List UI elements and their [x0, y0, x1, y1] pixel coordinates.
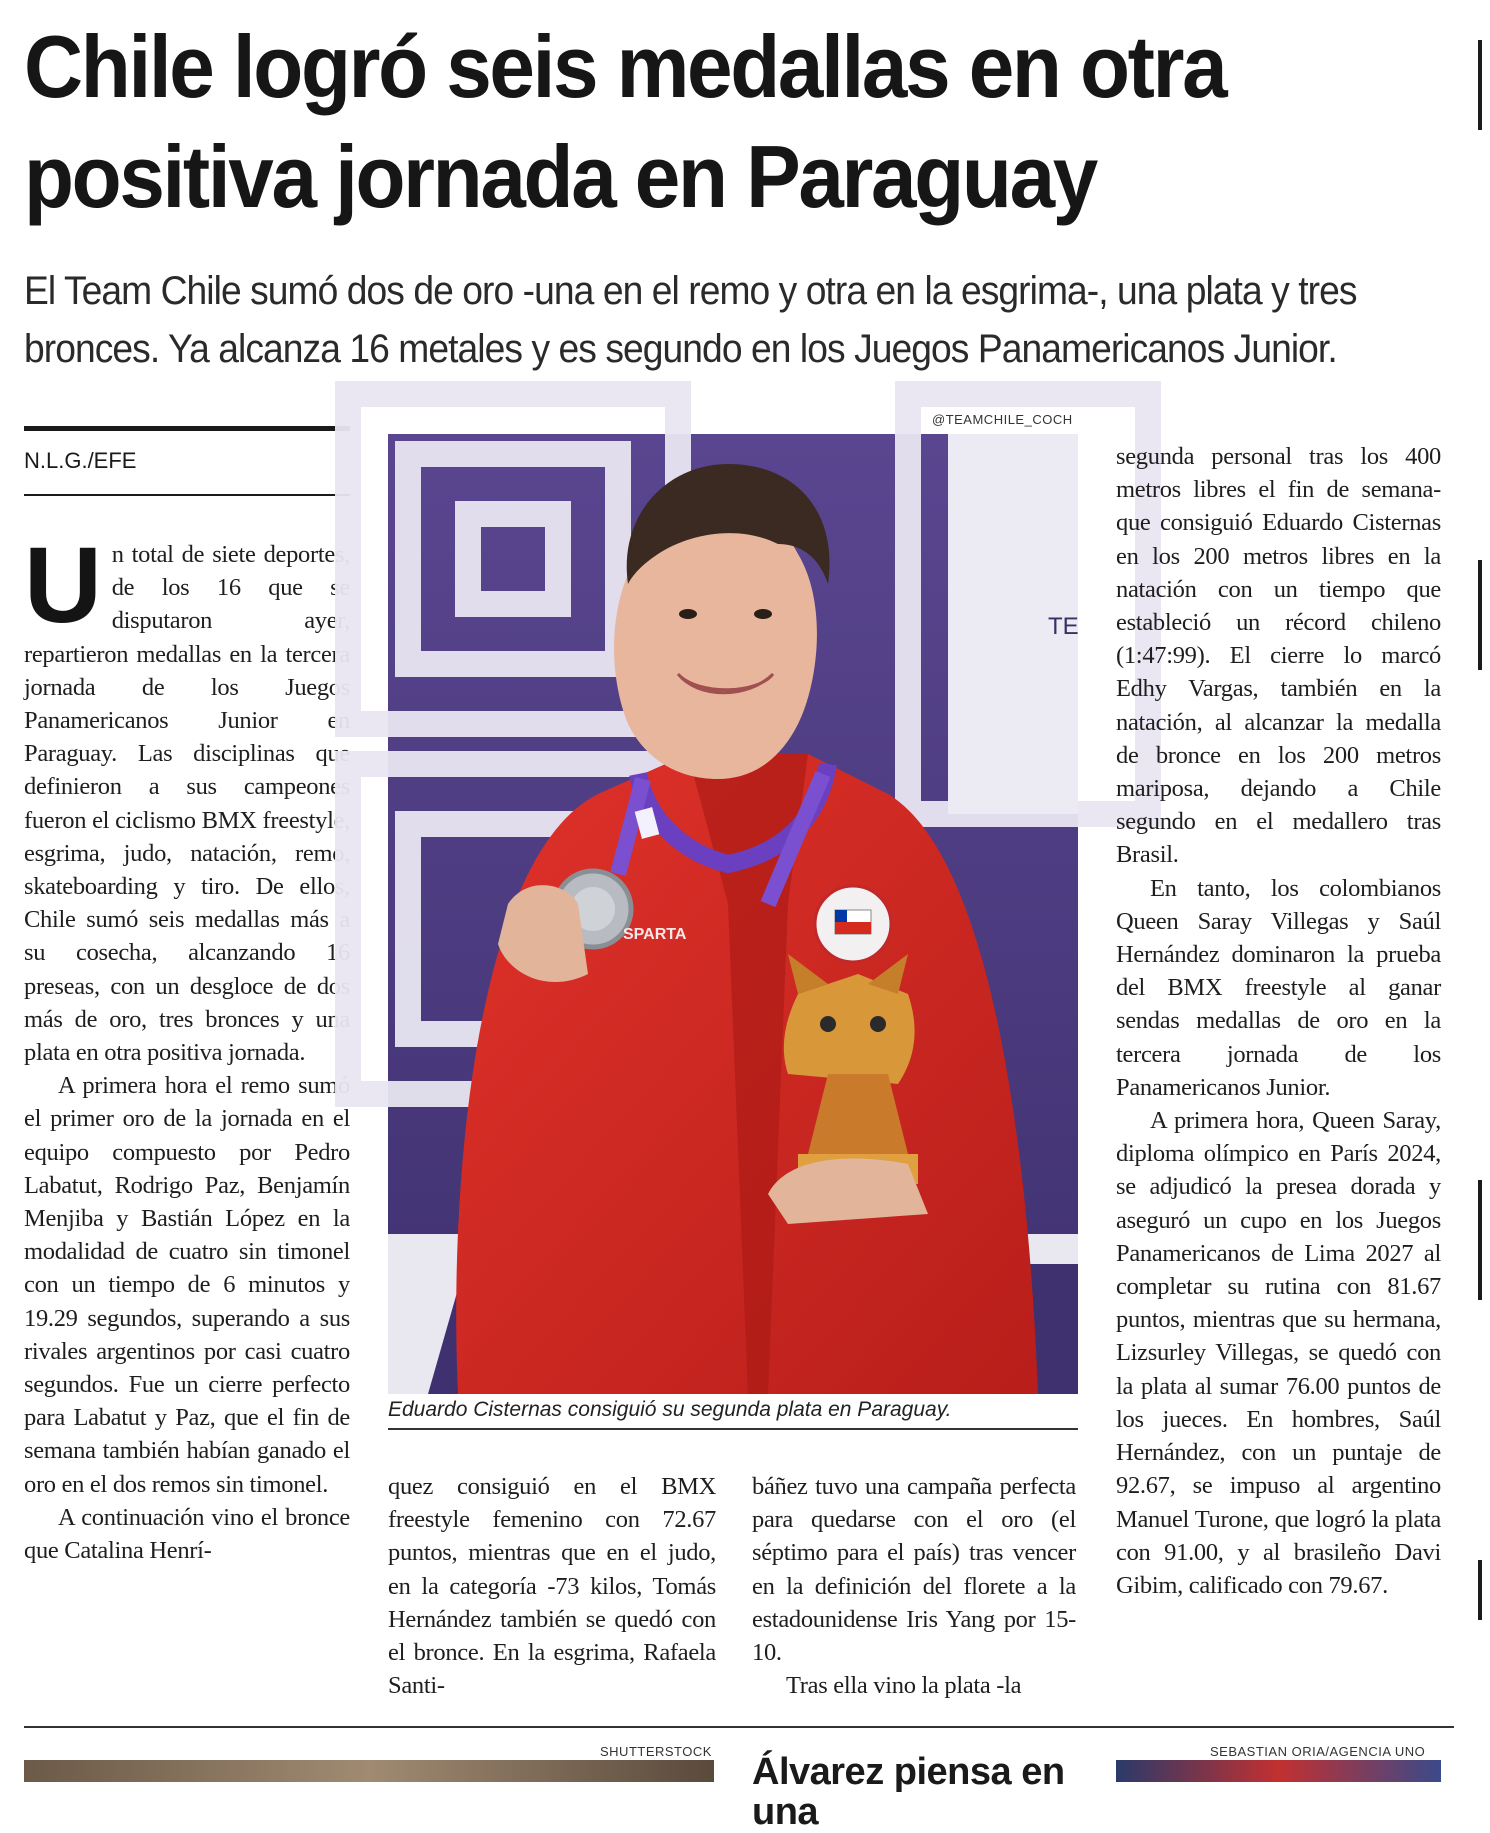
athlete-photo: [388, 434, 1078, 1394]
article-column-3: [752, 1470, 1076, 1702]
byline-rule-top: [24, 426, 350, 431]
bottom-rule: [24, 1726, 1454, 1728]
photo-caption: Eduardo Cisternas consiguió su segunda plata en Paraguay.: [388, 1398, 1078, 1430]
article-column-4: [1116, 440, 1441, 1602]
byline-rule-bottom: [24, 494, 350, 496]
jacket-text: SPARTA: [623, 926, 687, 943]
column-1-paragraph-3: A continuación vino el bronce que Catalina Henrí-: [24, 1503, 350, 1565]
drop-cap: U: [24, 524, 102, 645]
article-column-2: [388, 1470, 716, 1702]
next-article-headline: Álvarez piensa en una: [752, 1751, 1065, 1833]
column-4-paragraph-3: A primera hora, Queen Saray, diploma olímpico en París 2024, se adjudicó la presea dorada y aseguró un cupo en los Juegos Panamericanos de Lima 2027 al completar su rutina con 81.67 puntos, mientras que su hermana, Lizsurley Villegas, se quedó con la plata al sumar 76.00 puntos de los jueces. En hombres, Saúl Hernández, con un puntaje de 92.67, se impuso al argentino Manuel Turone, que logró la plata con 91.00, y al brasileño Davi Gibim, calificado con 79.67.: [1116, 1107, 1441, 1599]
column-1-paragraph-2: A primera hora el remo sumó el primer oro de la jornada en el equipo compuesto por Pedro Labatut, Rodrigo Paz, Benjamín Menjiba y Bastián López en la modalidad de cuatro sin timonel con un tiempo de 6 minutos y 19.29 segundos, superando a sus rivales argentinos por casi cuatro segundos. Fue un cierre perfecto para Labatut y Paz, que el fin de semana también habían ganado el oro en el dos remos sin timonel.: [24, 1072, 350, 1498]
column-1-paragraph-1: [24, 524, 350, 1069]
bottom-photo-credit-right: SEBASTIAN ORIA/AGENCIA UNO: [1210, 1744, 1426, 1759]
deck-subtitle: El Team Chile sumó dos de oro -una en el remo y otra en la esgrima-, una plata y tres bronces. Ya alcanza 16 metales y es segundo en los Juegos Panamericanos Junior.: [24, 269, 1357, 371]
column-3-paragraph-2: Tras ella vino la plata -la: [786, 1672, 1022, 1700]
photo-credit: @TEAMCHILE_COCH: [932, 412, 1073, 427]
headline: Chile logró seis medallas en otra positiva jornada en Paraguay: [24, 17, 1226, 226]
wall-text: TE: [1048, 613, 1079, 640]
column-4-paragraph-1: segunda personal tras los 400 metros libres el fin de semana- que consiguió Eduardo Cisternas en los 200 metros libres en la natación con un tiempo que estableció un récord chileno (1:47:99). El cierre lo marcó Edhy Vargas, también en la natación, al alcanzar la medalla de bronce en los 200 metros mariposa, dejando a Chile segundo en el medallero tras Brasil.: [1116, 443, 1441, 869]
column-1-paragraph-1-text: n total de siete deportes, de los 16 que se disputaron ayer, repartieron medallas en la tercera jornada de los Juegos Panamericanos Junior en Paraguay. Las disciplinas que definieron a sus campeones fueron el ciclismo BMX freestyle, esgrima, judo, natación, remo, skateboarding y tiro. De ellos, Chile sumó seis medallas más a su cosecha, alcanzando 16 preseas, con un desgloce de dos más de oro, tres bronces y una plata en otra positiva jornada.: [24, 541, 350, 1067]
article-column-1: [24, 524, 350, 1567]
bottom-left-photo: [24, 1760, 714, 1782]
bottom-photo-credit-left: SHUTTERSTOCK: [600, 1744, 712, 1759]
column-2-paragraph-1: quez consiguió en el BMX freestyle femenino con 72.67 puntos, mientras que en el judo, en la categoría -73 kilos, Tomás Hernández también se quedó con el bronce. En la esgrima, Rafaela Santi-: [388, 1473, 716, 1700]
byline: N.L.G./EFE: [24, 448, 137, 473]
column-3-paragraph-1: báñez tuvo una campaña perfecta para quedarse con el oro (el séptimo para el país) tras vencer en la definición del florete a la estadounidense Iris Yang por 15-10.: [752, 1473, 1076, 1667]
bottom-right-photo: [1116, 1760, 1441, 1782]
adjacent-page-edge: [1472, 0, 1490, 1782]
athlete-photo-illustration: [388, 434, 1078, 1394]
column-4-paragraph-2: En tanto, los colombianos Queen Saray Villegas y Saúl Hernández dominaron la prueba del BMX freestyle al ganar sendas medallas de oro en la tercera jornada de los Panamericanos Junior.: [1116, 874, 1441, 1101]
